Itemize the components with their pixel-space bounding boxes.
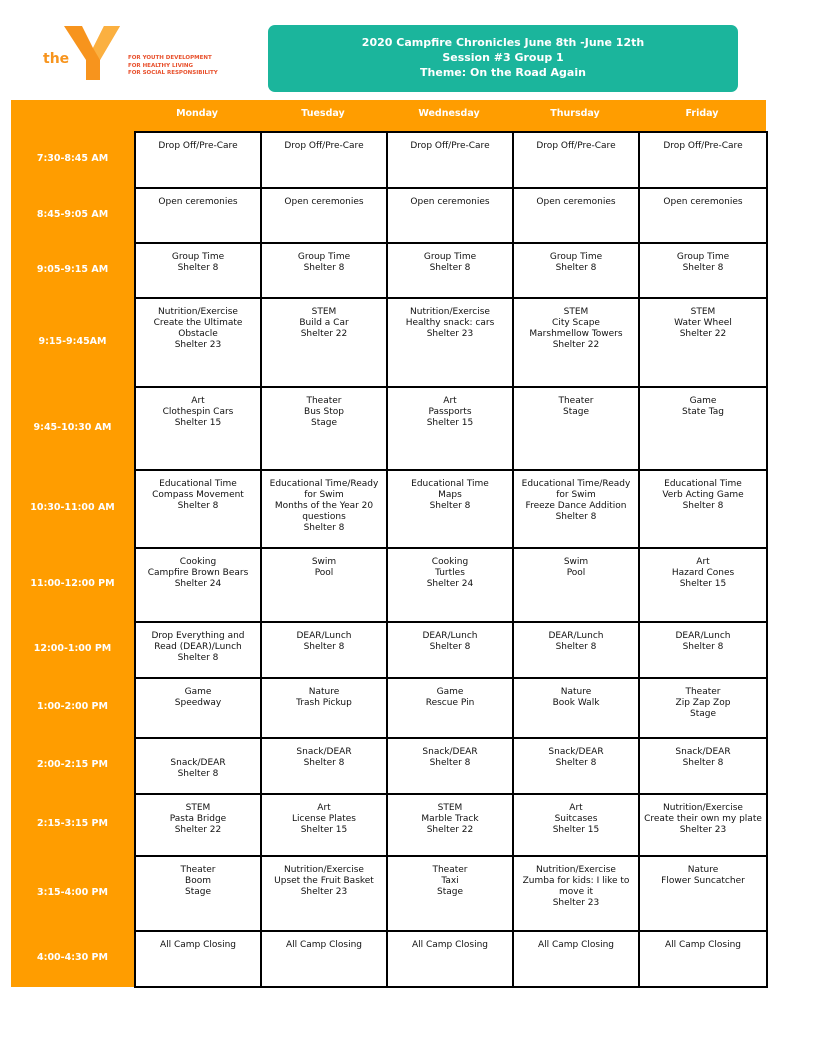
activity-text: Game Speedway — [174, 687, 222, 708]
activity-cell — [135, 622, 261, 678]
activity-text: Theater Taxi Stage — [432, 865, 468, 897]
activity-text: Group Time Shelter 8 — [423, 252, 477, 273]
activity-text: STEM Water Wheel Shelter 22 — [674, 307, 732, 339]
activity-cell — [513, 794, 639, 856]
activity-cell — [639, 856, 767, 931]
activity-cell — [513, 387, 639, 470]
activity-cell — [639, 548, 767, 622]
activity-text: Nutrition/Exercise Zumba for kids: I like to move it Shelter 23 — [522, 865, 630, 908]
table-row — [135, 548, 767, 622]
activity-text: Nutrition/Exercise Create their own my plate Shelter 23 — [644, 803, 762, 835]
activity-text: Art Clothespin Cars Shelter 15 — [162, 396, 234, 428]
schedule-table — [134, 131, 768, 988]
activity-text: Snack/DEAR Shelter 8 — [422, 747, 478, 768]
activity-cell — [261, 298, 387, 387]
activity-cell — [261, 931, 387, 987]
activity-text: Snack/DEAR Shelter 8 — [548, 747, 604, 768]
activity-cell — [387, 931, 513, 987]
activity-text: DEAR/Lunch Shelter 8 — [675, 631, 731, 652]
table-row — [135, 470, 767, 548]
time-slot-label: 7:30-8:45 AM — [36, 153, 109, 164]
time-slot-label: 4:00-4:30 PM — [37, 952, 108, 963]
activity-text: Educational Time/Ready for Swim Freeze Dance Addition Shelter 8 — [521, 479, 631, 522]
activity-cell — [135, 298, 261, 387]
activity-text: STEM Pasta Bridge Shelter 22 — [169, 803, 227, 835]
activity-text: Snack/DEAR Shelter 8 — [296, 747, 352, 768]
activity-text: STEM Marble Track Shelter 22 — [421, 803, 479, 835]
activity-text: DEAR/Lunch Shelter 8 — [296, 631, 352, 652]
ymca-y-icon — [62, 24, 124, 82]
table-row — [135, 856, 767, 931]
activity-cell — [135, 132, 261, 188]
activity-cell — [135, 387, 261, 470]
table-row — [135, 794, 767, 856]
activity-cell — [639, 738, 767, 794]
activity-cell — [513, 738, 639, 794]
activity-text: Art Hazard Cones Shelter 15 — [671, 557, 735, 589]
activity-text: Group Time Shelter 8 — [297, 252, 351, 273]
activity-cell — [513, 622, 639, 678]
activity-cell — [639, 387, 767, 470]
time-slot-label: 3:15-4:00 PM — [37, 887, 108, 898]
activity-text: Open ceremonies — [536, 197, 616, 207]
activity-cell — [639, 243, 767, 298]
activity-text: Game State Tag — [682, 396, 724, 417]
activity-text: Open ceremonies — [663, 197, 743, 207]
activity-text: Art Passports Shelter 15 — [426, 396, 474, 428]
day-header-thursday: Thursday — [550, 108, 600, 119]
day-header-tuesday: Tuesday — [301, 108, 345, 119]
activity-cell — [387, 622, 513, 678]
logo-tagline: FOR YOUTH DEVELOPMENT FOR HEALTHY LIVING FOR SOCIAL RESPONSIBILITY — [128, 55, 218, 76]
activity-text: Nature Flower Suncatcher — [661, 865, 745, 886]
title-line-1: 2020 Campfire Chronicles June 8th -June 12th — [361, 36, 645, 49]
table-row — [135, 298, 767, 387]
day-header-monday: Monday — [176, 108, 218, 119]
table-row — [135, 243, 767, 298]
activity-cell — [639, 931, 767, 987]
activity-text: Group Time Shelter 8 — [549, 252, 603, 273]
day-header-wednesday: Wednesday — [418, 108, 480, 119]
activity-cell — [135, 931, 261, 987]
activity-text: All Camp Closing — [537, 940, 615, 950]
activity-cell — [387, 387, 513, 470]
table-row — [135, 188, 767, 243]
activity-cell — [261, 243, 387, 298]
activity-text: Cooking Turtles Shelter 24 — [426, 557, 474, 589]
activity-cell — [639, 622, 767, 678]
time-slot-label: 11:00-12:00 PM — [30, 578, 115, 589]
activity-cell — [639, 132, 767, 188]
activity-text: Game Rescue Pin — [425, 687, 475, 708]
activity-text: Theater Bus Stop Stage — [304, 396, 344, 428]
activity-cell — [513, 298, 639, 387]
title-line-2: Session #3 Group 1 — [442, 51, 564, 64]
activity-cell — [261, 132, 387, 188]
activity-cell — [261, 548, 387, 622]
activity-text: Theater Boom Stage — [180, 865, 216, 897]
activity-text: All Camp Closing — [664, 940, 742, 950]
title-line-3: Theme: On the Road Again — [420, 66, 586, 79]
activity-cell — [639, 794, 767, 856]
time-slot-label: 10:30-11:00 AM — [30, 502, 115, 513]
activity-cell — [513, 548, 639, 622]
time-slot-label: 1:00-2:00 PM — [37, 701, 108, 712]
table-row — [135, 622, 767, 678]
activity-text: All Camp Closing — [411, 940, 489, 950]
activity-cell — [639, 188, 767, 243]
activity-cell — [135, 188, 261, 243]
activity-text: STEM Build a Car Shelter 22 — [299, 307, 349, 339]
activity-text: Drop Off/Pre-Care — [158, 141, 238, 151]
activity-cell — [387, 132, 513, 188]
activity-cell — [513, 931, 639, 987]
activity-text: Nature Book Walk — [552, 687, 600, 708]
activity-cell — [135, 243, 261, 298]
activity-cell — [387, 188, 513, 243]
activity-cell — [135, 678, 261, 738]
activity-cell — [387, 298, 513, 387]
activity-text: Open ceremonies — [410, 197, 490, 207]
day-header-friday: Friday — [685, 108, 719, 119]
activity-text: Drop Off/Pre-Care — [663, 141, 743, 151]
time-slot-label: 2:00-2:15 PM — [37, 759, 108, 770]
activity-cell — [387, 243, 513, 298]
activity-cell — [261, 794, 387, 856]
activity-cell — [387, 678, 513, 738]
activity-text: Nutrition/Exercise Healthy snack: cars Shelter 23 — [405, 307, 495, 339]
activity-cell — [387, 738, 513, 794]
activity-text: Drop Off/Pre-Care — [536, 141, 616, 151]
table-row — [135, 387, 767, 470]
activity-cell — [261, 188, 387, 243]
time-column-band — [11, 100, 134, 987]
activity-cell — [513, 243, 639, 298]
activity-cell — [135, 738, 261, 794]
activity-text: Nutrition/Exercise Upset the Fruit Basket Shelter 23 — [274, 865, 374, 897]
activity-text: Open ceremonies — [158, 197, 238, 207]
activity-text: Educational Time/Ready for Swim Months of the Year 20 questions Shelter 8 — [269, 479, 379, 533]
activity-cell — [135, 470, 261, 548]
activity-text: Nutrition/Exercise Create the Ultimate Obstacle Shelter 23 — [153, 307, 243, 350]
time-slot-label: 8:45-9:05 AM — [36, 209, 109, 220]
activity-cell — [261, 622, 387, 678]
activity-text: Snack/DEAR Shelter 8 — [170, 758, 226, 779]
activity-cell — [513, 470, 639, 548]
activity-text: Snack/DEAR Shelter 8 — [675, 747, 731, 768]
table-row — [135, 132, 767, 188]
activity-cell — [513, 188, 639, 243]
time-slot-label: 9:45-10:30 AM — [33, 422, 112, 433]
activity-cell — [261, 856, 387, 931]
activity-text: STEM City Scape Marshmellow Towers Shelter 22 — [529, 307, 623, 350]
activity-cell — [135, 548, 261, 622]
activity-cell — [513, 856, 639, 931]
activity-text: Group Time Shelter 8 — [676, 252, 730, 273]
activity-text: Swim Pool — [311, 557, 337, 578]
time-slot-label: 12:00-1:00 PM — [33, 643, 112, 654]
activity-text: Drop Everything and Read (DEAR)/Lunch Shelter 8 — [151, 631, 245, 663]
activity-text: Educational Time Compass Movement Shelter 8 — [152, 479, 244, 511]
activity-cell — [639, 678, 767, 738]
activity-cell — [387, 548, 513, 622]
activity-cell — [387, 794, 513, 856]
activity-cell — [639, 298, 767, 387]
time-slot-label: 2:15-3:15 PM — [37, 818, 108, 829]
activity-text: Art Suitcases Shelter 15 — [552, 803, 600, 835]
activity-text: Group Time Shelter 8 — [171, 252, 225, 273]
activity-cell — [387, 856, 513, 931]
activity-text: DEAR/Lunch Shelter 8 — [422, 631, 478, 652]
activity-cell — [513, 132, 639, 188]
activity-text: All Camp Closing — [159, 940, 237, 950]
time-slot-label: 9:05-9:15 AM — [36, 264, 109, 275]
activity-text: Educational Time Verb Acting Game Shelter 8 — [662, 479, 744, 511]
activity-cell — [135, 794, 261, 856]
table-row — [135, 738, 767, 794]
activity-text: Theater Stage — [558, 396, 594, 417]
activity-text: DEAR/Lunch Shelter 8 — [548, 631, 604, 652]
activity-text: Art License Plates Shelter 15 — [292, 803, 356, 835]
table-row — [135, 678, 767, 738]
activity-text: Educational Time Maps Shelter 8 — [411, 479, 489, 511]
activity-text: Swim Pool — [563, 557, 589, 578]
title-banner — [268, 25, 738, 92]
activity-cell — [513, 678, 639, 738]
activity-cell — [261, 678, 387, 738]
activity-cell — [261, 387, 387, 470]
activity-cell — [639, 470, 767, 548]
activity-text: Theater Zip Zap Zop Stage — [675, 687, 731, 719]
ymca-logo — [40, 22, 220, 86]
activity-text: All Camp Closing — [285, 940, 363, 950]
activity-cell — [135, 856, 261, 931]
activity-text: Nature Trash Pickup — [296, 687, 352, 708]
activity-text: Drop Off/Pre-Care — [284, 141, 364, 151]
activity-text: Cooking Campfire Brown Bears Shelter 24 — [147, 557, 249, 589]
activity-text: Drop Off/Pre-Care — [410, 141, 490, 151]
logo-the-text: the — [43, 51, 70, 67]
activity-cell — [261, 470, 387, 548]
activity-text: Open ceremonies — [284, 197, 364, 207]
time-slot-label: 9:15-9:45AM — [38, 336, 107, 347]
activity-cell — [261, 738, 387, 794]
table-row — [135, 931, 767, 987]
activity-cell — [387, 470, 513, 548]
